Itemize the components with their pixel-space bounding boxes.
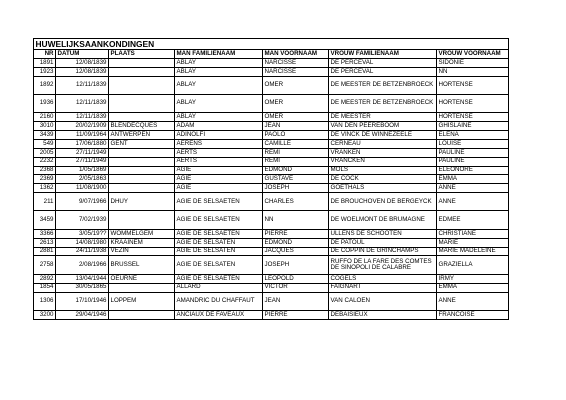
cell-man-familienaam: ABLAY	[175, 94, 263, 112]
cell-vrouw-familienaam: VRANCKEN	[329, 157, 437, 166]
header-nr: NR	[34, 49, 56, 58]
table-row	[34, 67, 509, 76]
cell-datum: 29/04/1946	[56, 310, 109, 319]
cell-man-voornaam: OMER	[263, 113, 329, 122]
cell-vrouw-voornaam: PAULINE	[437, 157, 509, 166]
table-row	[34, 184, 509, 193]
cell-vrouw-voornaam: EDMEE	[437, 211, 509, 229]
cell-plaats: LOPPEM	[109, 292, 175, 310]
cell-nr: 211	[34, 193, 56, 211]
cell-datum: 13/04/1944	[56, 274, 109, 283]
cell-vrouw-familienaam: DE MEESTER	[329, 113, 437, 122]
cell-vrouw-voornaam: CHRISTIANE	[437, 229, 509, 238]
cell-man-familienaam: ANCIAUX DE FAVEAUX	[175, 310, 263, 319]
cell-vrouw-familienaam: DE PATOUL	[329, 238, 437, 247]
cell-man-familienaam: AGIE DE SELSATEN	[175, 247, 263, 256]
cell-vrouw-voornaam: MARIE MADELEINE	[437, 247, 509, 256]
header-man-familienaam: MAN FAMILIENAAM	[175, 49, 263, 58]
cell-man-voornaam: NARCISSE	[263, 67, 329, 76]
cell-man-familienaam: ABLAY	[175, 67, 263, 76]
cell-man-voornaam: EDMOND	[263, 238, 329, 247]
cell-datum: 27/11/1949	[56, 157, 109, 166]
cell-nr: 2232	[34, 157, 56, 166]
cell-man-familienaam: ADAM	[175, 122, 263, 131]
cell-datum: 20/02/1909	[56, 122, 109, 131]
cell-man-voornaam: JACQUES	[263, 247, 329, 256]
cell-man-voornaam: EDMOND	[263, 166, 329, 175]
table-row	[34, 229, 509, 238]
cell-nr: 2881	[34, 247, 56, 256]
cell-man-familienaam: AGIE	[175, 184, 263, 193]
table-row	[34, 175, 509, 184]
cell-plaats: DHUY	[109, 193, 175, 211]
cell-man-voornaam: VICTOR	[263, 283, 329, 292]
cell-vrouw-familienaam: DE COPPIN DE GRINCHAMPS	[329, 247, 437, 256]
cell-datum: 27/11/1949	[56, 148, 109, 157]
cell-plaats	[109, 58, 175, 67]
cell-man-voornaam: REMI	[263, 148, 329, 157]
cell-nr: 3439	[34, 130, 56, 139]
cell-man-voornaam: JOSEPH	[263, 256, 329, 274]
cell-man-familienaam: ABLAY	[175, 76, 263, 94]
table-row	[34, 283, 509, 292]
cell-vrouw-voornaam: FRANCOISE	[437, 310, 509, 319]
cell-vrouw-familienaam: ULLENS DE SCHOOTEN	[329, 229, 437, 238]
cell-vrouw-voornaam: ANNE	[437, 292, 509, 310]
cell-plaats	[109, 157, 175, 166]
cell-plaats: GENT	[109, 139, 175, 148]
cell-vrouw-voornaam: ELENA	[437, 130, 509, 139]
table-row	[34, 274, 509, 283]
cell-plaats: OEURNE	[109, 274, 175, 283]
cell-man-familienaam: ALLARD	[175, 283, 263, 292]
cell-nr: 1936	[34, 94, 56, 112]
cell-man-voornaam: PIERRE	[263, 229, 329, 238]
cell-nr: 3366	[34, 229, 56, 238]
cell-nr: 2005	[34, 148, 56, 157]
cell-nr: 2892	[34, 274, 56, 283]
cell-nr: 2368	[34, 166, 56, 175]
cell-datum: 2/08/1966	[56, 256, 109, 274]
cell-vrouw-familienaam: COGELS	[329, 274, 437, 283]
cell-nr: 1854	[34, 283, 56, 292]
cell-vrouw-familienaam: DE PERCEVAL	[329, 58, 437, 67]
cell-man-voornaam: JOSEPH	[263, 184, 329, 193]
cell-vrouw-familienaam: DE BROUCHOVEN DE BERGEYCK	[329, 193, 437, 211]
cell-vrouw-voornaam: HORTENSE	[437, 113, 509, 122]
table-row	[34, 166, 509, 175]
cell-vrouw-voornaam: LOUISE	[437, 139, 509, 148]
cell-vrouw-voornaam: GRAZIELLA	[437, 256, 509, 274]
cell-plaats: WOMMELGEM	[109, 229, 175, 238]
cell-vrouw-voornaam: IRMY	[437, 274, 509, 283]
header-datum: DATUM	[56, 49, 109, 58]
table-row	[34, 292, 509, 310]
cell-man-familienaam: AGIE DE SELSAETEN	[175, 193, 263, 211]
cell-nr: 3459	[34, 211, 56, 229]
cell-vrouw-familienaam: DE MEESTER DE BETZENBROECK	[329, 76, 437, 94]
cell-datum: 1/05/1869	[56, 166, 109, 175]
cell-vrouw-familienaam: VRANKEN	[329, 148, 437, 157]
cell-plaats	[109, 166, 175, 175]
cell-vrouw-familienaam: DE COCK	[329, 175, 437, 184]
cell-vrouw-familienaam: CERNEAU	[329, 139, 437, 148]
cell-man-familienaam: AERTS	[175, 148, 263, 157]
cell-man-familienaam: AGIE	[175, 166, 263, 175]
cell-man-familienaam: AERENS	[175, 139, 263, 148]
table-row	[34, 247, 509, 256]
cell-datum: 17/10/1946	[56, 292, 109, 310]
cell-vrouw-familienaam: DE VINCK DE WINNEZEELE	[329, 130, 437, 139]
cell-datum: 12/11/1839	[56, 113, 109, 122]
cell-plaats	[109, 211, 175, 229]
cell-vrouw-familienaam: VAN CALOEN	[329, 292, 437, 310]
cell-vrouw-voornaam: ANNE	[437, 184, 509, 193]
cell-nr: 1362	[34, 184, 56, 193]
cell-nr: 2160	[34, 113, 56, 122]
header-vrouw-familienaam: VROUW FAMILIENAAM	[329, 49, 437, 58]
cell-vrouw-voornaam: GHISLAINE	[437, 122, 509, 131]
cell-vrouw-voornaam: NN	[437, 67, 509, 76]
cell-man-voornaam: NN	[263, 211, 329, 229]
cell-vrouw-voornaam: EMMA	[437, 283, 509, 292]
cell-vrouw-voornaam: HORTENSE	[437, 76, 509, 94]
cell-plaats	[109, 175, 175, 184]
cell-plaats: BRUSSEL	[109, 256, 175, 274]
cell-vrouw-voornaam: MARIE	[437, 238, 509, 247]
cell-man-familienaam: AGIE DE SELSATEN	[175, 238, 263, 247]
cell-datum: 9/07/1966	[56, 193, 109, 211]
cell-vrouw-familienaam: RUFFO DE LA FARE DES COMTES DE SINOPOLI DE CALABRE	[329, 256, 437, 274]
table-row	[34, 193, 509, 211]
cell-man-voornaam: GUSTAVE	[263, 175, 329, 184]
cell-datum: 2/05/1863	[56, 175, 109, 184]
header-man-voornaam: MAN VOORNAAM	[263, 49, 329, 58]
cell-vrouw-familienaam: FAIGNART	[329, 283, 437, 292]
table-row	[34, 76, 509, 94]
cell-datum: 12/11/1839	[56, 94, 109, 112]
cell-vrouw-voornaam: ELEONORE	[437, 166, 509, 175]
cell-plaats	[109, 76, 175, 94]
cell-nr: 3200	[34, 310, 56, 319]
cell-man-voornaam: NARCISSE	[263, 58, 329, 67]
cell-vrouw-familienaam: DE MEESTER DE BETZENBROECK	[329, 94, 437, 112]
cell-plaats	[109, 283, 175, 292]
cell-man-familienaam: AMANDRIC DU CHAFFAUT	[175, 292, 263, 310]
title-row	[34, 39, 509, 50]
table-row	[34, 256, 509, 274]
cell-datum: 12/08/1839	[56, 58, 109, 67]
cell-man-voornaam: OMER	[263, 94, 329, 112]
cell-vrouw-voornaam: PAULINE	[437, 148, 509, 157]
cell-nr: 1306	[34, 292, 56, 310]
cell-nr: 2369	[34, 175, 56, 184]
cell-man-voornaam: PAOLO	[263, 130, 329, 139]
cell-plaats	[109, 113, 175, 122]
cell-nr: 1891	[34, 58, 56, 67]
table-row	[34, 211, 509, 229]
cell-man-voornaam: REMI	[263, 157, 329, 166]
cell-man-familienaam: AGIE DE SELSATEN	[175, 256, 263, 274]
cell-man-voornaam: CHARLES	[263, 193, 329, 211]
table-row	[34, 122, 509, 131]
table-row	[34, 238, 509, 247]
cell-nr: 2758	[34, 256, 56, 274]
header-plaats: PLAATS	[109, 49, 175, 58]
cell-plaats	[109, 184, 175, 193]
cell-plaats: VEZIN	[109, 247, 175, 256]
cell-man-voornaam: CAMILLE	[263, 139, 329, 148]
cell-plaats: KRAAINEM	[109, 238, 175, 247]
cell-plaats	[109, 148, 175, 157]
cell-datum: 30/05/1865	[56, 283, 109, 292]
cell-vrouw-familienaam: VAN DEN PEEREBOOM	[329, 122, 437, 131]
cell-man-voornaam: LEOPOLD	[263, 274, 329, 283]
cell-datum: 14/08/1980	[56, 238, 109, 247]
table-row	[34, 113, 509, 122]
cell-vrouw-voornaam: HORTENSE	[437, 94, 509, 112]
cell-plaats	[109, 94, 175, 112]
cell-man-familienaam: AGIE	[175, 175, 263, 184]
cell-vrouw-familienaam: DE WOELMONT DE BRUMAGNE	[329, 211, 437, 229]
cell-nr: 3010	[34, 122, 56, 131]
cell-vrouw-familienaam: GOETHALS	[329, 184, 437, 193]
cell-vrouw-familienaam: DEBAISIEUX	[329, 310, 437, 319]
table-row	[34, 58, 509, 67]
cell-datum: 11/08/1900	[56, 184, 109, 193]
cell-datum: 11/09/1964	[56, 130, 109, 139]
cell-man-familienaam: AGIE DE SELSAETEN	[175, 229, 263, 238]
header-vrouw-voornaam: VROUW VOORNAAM	[437, 49, 509, 58]
cell-plaats	[109, 310, 175, 319]
cell-nr: 549	[34, 139, 56, 148]
cell-man-voornaam: OMER	[263, 76, 329, 94]
cell-man-familienaam: ADINOLFI	[175, 130, 263, 139]
cell-man-voornaam: JEAN	[263, 292, 329, 310]
table-row	[34, 130, 509, 139]
cell-nr: 2613	[34, 238, 56, 247]
cell-datum: 3/05/19??	[56, 229, 109, 238]
cell-man-familienaam: ABLAY	[175, 58, 263, 67]
cell-man-familienaam: ABLAY	[175, 113, 263, 122]
cell-datum: 24/11/1938	[56, 247, 109, 256]
cell-plaats: ANTWERPEN	[109, 130, 175, 139]
marriage-announcements-table	[33, 38, 509, 320]
cell-nr: 1923	[34, 67, 56, 76]
cell-man-voornaam: JEAN	[263, 122, 329, 131]
header-row	[34, 49, 509, 58]
sheet-title: HUWELIJKSAANKONDINGEN	[34, 39, 509, 50]
cell-datum: 12/11/1839	[56, 76, 109, 94]
cell-vrouw-familienaam: DE PERCEVAL	[329, 67, 437, 76]
table-row	[34, 310, 509, 319]
cell-nr: 1892	[34, 76, 56, 94]
cell-man-voornaam: PIERRE	[263, 310, 329, 319]
cell-plaats	[109, 67, 175, 76]
cell-man-familienaam: AERTS	[175, 157, 263, 166]
cell-vrouw-voornaam: EMMA	[437, 175, 509, 184]
cell-datum: 17/06/1880	[56, 139, 109, 148]
cell-vrouw-voornaam: SIDONIE	[437, 58, 509, 67]
cell-vrouw-familienaam: MOLS	[329, 166, 437, 175]
cell-datum: 12/08/1839	[56, 67, 109, 76]
cell-man-familienaam: AGIE DE SELSAETEN	[175, 211, 263, 229]
table-row	[34, 139, 509, 148]
cell-datum: 7/02/1939	[56, 211, 109, 229]
table-row	[34, 157, 509, 166]
table-row	[34, 94, 509, 112]
cell-vrouw-voornaam: ANNE	[437, 193, 509, 211]
cell-plaats: BLENDECQUES	[109, 122, 175, 131]
cell-man-familienaam: AGIE DE SELSAETEN	[175, 274, 263, 283]
table-row	[34, 148, 509, 157]
